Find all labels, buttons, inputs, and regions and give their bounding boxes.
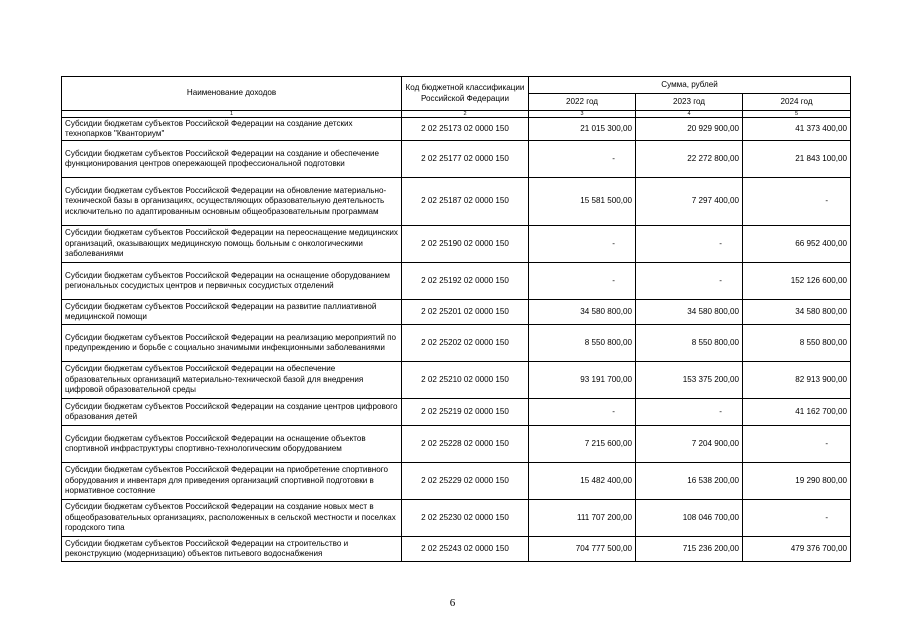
revenue-name: Субсидии бюджетам субъектов Российской Федерации на оснащение объектов спортивной инфраструктуры спортивно-технологическим оборудованием [62,426,402,463]
col-number-5: 5 [743,111,851,118]
table-row [62,500,851,537]
header-sum: Сумма, рублей [529,77,851,94]
amount-2023: 16 538 200,00 [636,463,743,500]
budget-code: 2 02 25187 02 0000 150 [402,178,529,226]
revenue-name: Субсидии бюджетам субъектов Российской Федерации на оснащение оборудованием региональных сосудистых центров и первичных сосудистых отделений [62,263,402,300]
amount-2024: 41 162 700,00 [743,399,851,426]
table-row [62,537,851,562]
budget-code: 2 02 25177 02 0000 150 [402,141,529,178]
table-header [62,77,851,118]
amount-2023: - [636,263,743,300]
revenue-name: Субсидии бюджетам субъектов Российской Федерации на обеспечение образовательных организаций материально-технической базой для внедрения цифровой образовательной среды [62,362,402,399]
table-row [62,399,851,426]
amount-2024: 19 290 800,00 [743,463,851,500]
header-year-2022: 2022 год [529,94,636,111]
amount-2024: - [743,426,851,463]
amount-2024: 34 580 800,00 [743,300,851,325]
amount-2023: 7 297 400,00 [636,178,743,226]
amount-2023: 153 375 200,00 [636,362,743,399]
amount-2024: - [743,500,851,537]
revenue-name: Субсидии бюджетам субъектов Российской Федерации на строительство и реконструкцию (модернизацию) объектов питьевого водоснабжения [62,537,402,562]
page-number: 6 [449,597,456,609]
amount-2023: 108 046 700,00 [636,500,743,537]
amount-2023: 34 580 800,00 [636,300,743,325]
amount-2022: 21 015 300,00 [529,118,636,141]
header-code: Код бюджетной классификации Российской Федерации [402,77,529,111]
table-row [62,178,851,226]
amount-2022: 15 581 500,00 [529,178,636,226]
revenue-name: Субсидии бюджетам субъектов Российской Федерации на развитие паллиативной медицинской помощи [62,300,402,325]
amount-2024: - [743,178,851,226]
revenue-name: Субсидии бюджетам субъектов Российской Федерации на создание новых мест в общеобразовательных организациях, расположенных в сельской местности и поселках городского типа [62,500,402,537]
amount-2024: 152 126 600,00 [743,263,851,300]
col-number-4: 4 [636,111,743,118]
table-row [62,300,851,325]
revenue-table [61,76,851,562]
amount-2024: 21 843 100,00 [743,141,851,178]
budget-code: 2 02 25210 02 0000 150 [402,362,529,399]
amount-2024: 41 373 400,00 [743,118,851,141]
header-name: Наименование доходов [62,77,402,111]
table-body [62,118,851,562]
header-year-2024: 2024 год [743,94,851,111]
amount-2023: - [636,226,743,263]
table-row [62,141,851,178]
amount-2022: 704 777 500,00 [529,537,636,562]
amount-2023: 22 272 800,00 [636,141,743,178]
amount-2023: - [636,399,743,426]
amount-2022: 8 550 800,00 [529,325,636,362]
revenue-name: Субсидии бюджетам субъектов Российской Федерации на приобретение спортивного оборудования и инвентаря для приведения организаций спортивной подготовки в нормативное состояние [62,463,402,500]
header-year-2023: 2023 год [636,94,743,111]
table-row [62,325,851,362]
col-number-3: 3 [529,111,636,118]
revenue-name: Субсидии бюджетам субъектов Российской Федерации на создание центров цифрового образования детей [62,399,402,426]
amount-2024: 82 913 900,00 [743,362,851,399]
amount-2023: 8 550 800,00 [636,325,743,362]
amount-2022: 15 482 400,00 [529,463,636,500]
amount-2022: 111 707 200,00 [529,500,636,537]
amount-2022: - [529,226,636,263]
budget-code: 2 02 25202 02 0000 150 [402,325,529,362]
table-row [62,118,851,141]
budget-code: 2 02 25192 02 0000 150 [402,263,529,300]
amount-2024: 479 376 700,00 [743,537,851,562]
amount-2022: 7 215 600,00 [529,426,636,463]
budget-code: 2 02 25190 02 0000 150 [402,226,529,263]
amount-2023: 20 929 900,00 [636,118,743,141]
table-row [62,463,851,500]
revenue-name: Субсидии бюджетам субъектов Российской Федерации на обновление материально-технической базы в организациях, осуществляющих образовательную деятельность исключительно по адаптированным основным общеобразовательным программам [62,178,402,226]
amount-2023: 715 236 200,00 [636,537,743,562]
col-number-2: 2 [402,111,529,118]
budget-code: 2 02 25173 02 0000 150 [402,118,529,141]
amount-2022: 93 191 700,00 [529,362,636,399]
budget-code: 2 02 25219 02 0000 150 [402,399,529,426]
col-number-1: 1 [62,111,402,118]
budget-code: 2 02 25201 02 0000 150 [402,300,529,325]
amount-2022: - [529,399,636,426]
table-row [62,426,851,463]
budget-code: 2 02 25228 02 0000 150 [402,426,529,463]
amount-2022: 34 580 800,00 [529,300,636,325]
amount-2024: 8 550 800,00 [743,325,851,362]
revenue-name: Субсидии бюджетам субъектов Российской Федерации на переоснащение медицинских организаций, оказывающих медицинскую помощь больным с онкологическими заболеваниями [62,226,402,263]
table-row [62,263,851,300]
amount-2023: 7 204 900,00 [636,426,743,463]
revenue-name: Субсидии бюджетам субъектов Российской Федерации на создание детских технопарков "Кванториум" [62,118,402,141]
amount-2022: - [529,141,636,178]
table-row [62,226,851,263]
table-row [62,362,851,399]
amount-2022: - [529,263,636,300]
revenue-name: Субсидии бюджетам субъектов Российской Федерации на реализацию мероприятий по предупреждению и борьбе с социально значимыми инфекционными заболеваниями [62,325,402,362]
budget-code: 2 02 25243 02 0000 150 [402,537,529,562]
amount-2024: 66 952 400,00 [743,226,851,263]
budget-code: 2 02 25230 02 0000 150 [402,500,529,537]
revenue-name: Субсидии бюджетам субъектов Российской Федерации на создание и обеспечение функционирования центров опережающей профессиональной подготовки [62,141,402,178]
budget-code: 2 02 25229 02 0000 150 [402,463,529,500]
